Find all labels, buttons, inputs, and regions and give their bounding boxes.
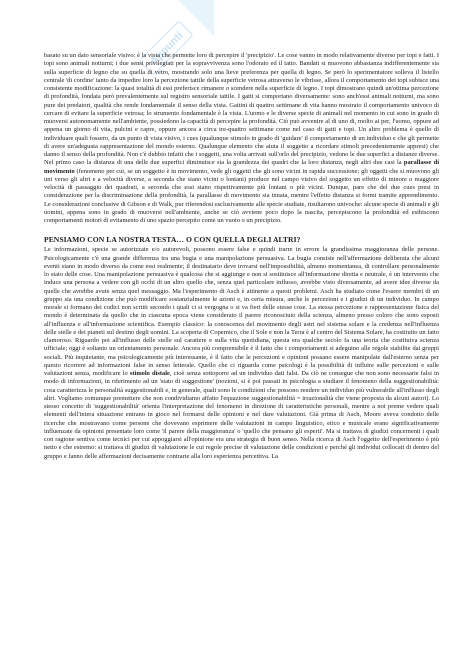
paragraph-visual-cliff: [44, 52, 439, 225]
paragraph-text: (fenomeno per cui, se un soggetto è in movimento, vede gli oggetti che gli sono vicini in rapida successione; gli oggetti che si muovono gli uni verso gli altri e a velocità diverse, a seconda che siano vicini o lontani) produce nel campo visivo del soggetto un effetto di minore o maggiore velocità di passaggio dei quadrati, a seconda che essi siano rispettivamente più lontani o più vicini. Dunque, pare che del due cues presi in considerazione per la discriminazione della profondità, la parallasse di movimento sia innata, mentre l'effetto distanza si formi tramite apprendimento. Le considerazioni conclusive di Gibson e di Walk, pur riferendosi esclusivamente alle specie studiate, risultarono univoche: alcune specie di animali e gli uomini, appena sono in grado di muoversi nell'ambiente, anche se ciò avviene poco dopo la nascita, percepiscono la profondità ed esibiscono comportamenti motori di evitamento di uno spazio percepito come un vuoto o un precipizio.: [44, 167, 439, 224]
paragraph-asch: [44, 246, 439, 461]
paragraph-text: basato su un dato sensoriale visivo: è la vista che permette loro di percepire il 'precipizio'. Le cose vanno in modo relativamente diverso per topi e fatti. I topi sono animali notturni; i due sensi privilegiati per la sopravvivenza sono l'odorato ed il tatto. Bandati si muovono abbastanza indifferentemente sia sulla superficie di legno che su quella di vetro, mostrando solo una lieve preferenza per quella di legno. Se però lo sperimentatore solleva il listello centrale 'di confine' tanto da impedire loro la percezione tattile della superficie vetrosa attraverso le vibrisse, allora il comportamento dei topi subisce una consistente modificazione: la quasi totalità di essi preferisce rimanere o scendere nella superficie di legno. I topi dimostrano quindi un'ottima percezione di profondità, fondata però prevalentemente sul registro sensoriale tattile. I gatti si comportano diversamente: sono anch'essi animali notturni, ma sono pure dei predatori, qualità che rende fondamentale il senso della vista. Gattini di quattro settimane di vita hanno mostrato il comportamento univoco di cercare di evitare la superficie vetrosa; lo strumento fondamentale è la vista. L'uomo e le diverse specie di animali nel momento in cui sono in grado di muoversi autonomamente nell'ambiente, possiedono la capacità di percepire la profondità. Ciò può avvenire al di uno di, molto ai per, l'uomo, oppure ad appena un giorno di vita, pulcini e capre, oppure ancora a circa tre-quattro settimane come nel caso di gatti e topi. Un altro problema è quello di individuare quali fossero, da un punto di vista visivo, i cues (qualunque stimolo in grado di 'guidare' il comportamento di un individuo e che gli permette di avere un'adeguata rappresentazione del mondo esterno. Qualunque elemento che aiuta il soggetto a ricordare stimoli precedentemente appresi) che danno il senso della profondità. Non c'è dubbio infatti che i soggetti, una volta arrivati sull'orlo del precipizio, vedono le due superfici a distanze diverse. Nel primo caso la distanza di una delle due superfici diminuisce sia la grandezza dei quadri che la loro distanza, negli altri due casi la: [44, 52, 439, 167]
bold-term-distal-stimulus: stimolo distale: [129, 370, 170, 377]
svg-text:Appunti: Appunti: [147, 29, 186, 68]
paragraph-text: , cioè senza sottoporre ad un individuo dati falsi. Da ciò ne consegue che non sono necessarie falsi in modo di informazioni, in riferimento ad un 'stato di suggestione' (nozioni, si è poi passati in psicologia a studiare il fenomeno della suggestionabilità: cosa caratterizza le personalità suggestionabili e, in generale, quali sono le condizioni che possono rendere un individuo più vulnerabile all'influsso degli altri. Vogliamo comunque premettere che non condividiamo affatto l'equazione suggestionabilità = irrazionalità che viene proposta da alcuni autori). Lo stesso concetto di 'suggestionabilità' orienta l'interpretazione del fenomeno in direzione di caratteristiche personali, mentre a noi preme vedere quali elementi dell'intera situazione entrano in gioco nel formarsi delle opinioni e nel dare valutazioni. Già prima di Asch, Moore aveva condotto delle ricerche che mostravano come persone che dovevano esprimere delle valutazioni in campo linguistico, etico e musicale erano significativamente influenzate da opinioni presentate loro come 'il parere della maggioranza' o 'quello che pensano gli esperti'. Ma si trattava di giudizi concernenti i quali con ragione sentiva come tecnici per cui appoggiarsi all'opinione era una strategia di buon senso. Nella ricerca di Asch l'oggetto dell'esperimento è più netto e che estremo: si trattava di giudizi di valutazione le cui regole precise di valutazione delle condizioni e perché gli individui collocati di dentro del gruppo e fanno delle affermazioni decisamente contrarie alla loro esperienza percettiva. La: [44, 370, 439, 460]
document-body: [44, 52, 439, 461]
bold-term-parallax: parallasse di movimento: [44, 159, 439, 175]
section-heading: PENSIAMO CON LA NOSTRA TESTA… O CON QUELLA DEGLI ALTRI?: [44, 235, 301, 245]
paragraph-text: Le informazioni, specie se autorizzate e/o autorevoli, possono essere false e quindi trarre in errore la grandissima maggioranza delle persone. Psicologicamente c'è una grande differenza tra una bugia e una manipolazione persuasiva. La bugia consiste nell'affermazione deliberata che alcuni eventi siano in modo diverso da come essi realmente; il destinatario deve trovarsi nell'impossibilità, almeno momentanea, di controllare personalmente lo stato delle cose. Una manipolazione persuasiva è qualcosa che si aggiunge e non si sostituisce all'informazione diretta e neutrale, è un intervento che induce una persona a vedere con gli occhi di un altro quello che, senza quel particolare influsso, avrebbe visto diversamente, ad avere idee diverse da quelle che avrebbe avute senza quel messaggio. Ma l'esperimento di Asch è attinente a questi problemi. Asch ha studiato come l'essere membri di un gruppo sia una condizione che può modificare sostanzialmente le azioni e, in certa misura, anche le percezioni e i giudizi di un individuo. In campo morale si formano dei codici non scritti secondo i quali ci si vergogna o si va fieri delle stesse cose. La stessa percezione e rappresentazione fisica del mondo è determinata da quello che in ciascuna epoca viene considerato il parere riconosciuto della scienza, almeno presso coloro che sono esposti all'influenza e all'informazione scientifica. Esempio classico: la conoscenza del movimento degli astri nel sistema solare e la credenza nell'influenza delle stelle e dei pianeti sul destino degli uomini. La scoperta di Copernico, che il Sole e non la Terra è al centro del Sistema Solare, ha costituito un fatto clamoroso. Riguardo poi all'influsso delle stelle sul carattere e sulla vita quotidiana, questa era qualche secolo fa una teoria che costituiva scienza ufficiale; oggi è soltanto un orientamento personale. Ancora più comprensibile è il fatto che i comportamenti si adeguino alle regole stabilite dai gruppi sociali. Più inquietante, ma psicologicamente più interessante, è il fatto che le percezioni e opinioni possano essere manipolate dall'esterno senza per questo ricorrere ad informazioni false in senso letterale. Quello che ci riguarda come psicologi è la possibilità di influire sulle percezioni e sulle valutazioni senza, modificare lo: [44, 246, 439, 377]
